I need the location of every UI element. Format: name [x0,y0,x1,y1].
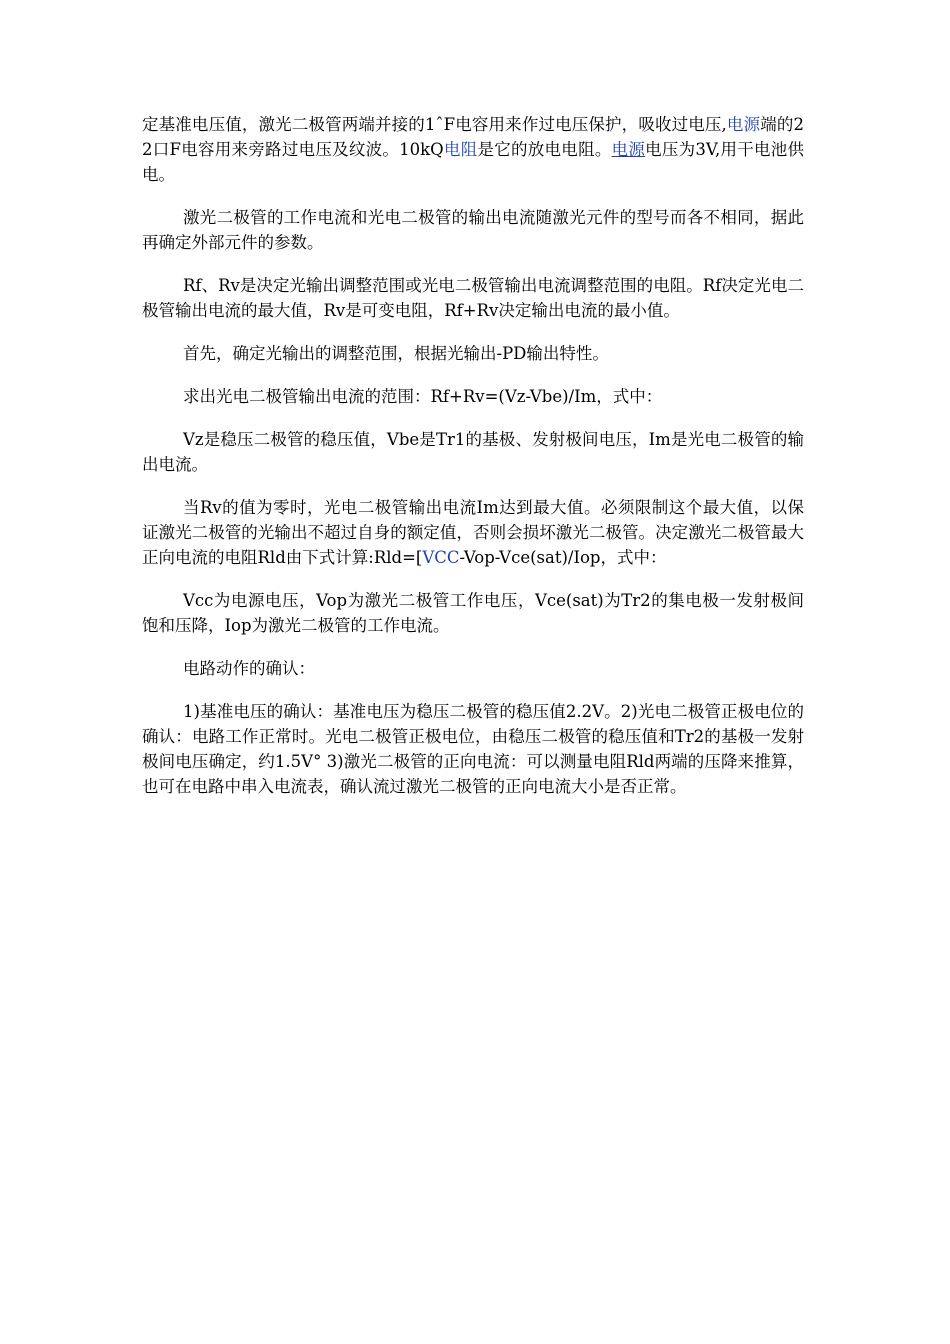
link-power-supply[interactable]: 电源 [726,115,761,134]
paragraph-5: 求出光电二极管输出电流的范围：Rf+Rv=(Vz-Vbe)/Im，式中： [183,387,663,406]
paragraph-2: 激光二极管的工作电流和光电二极管的输出电流随激光元件的型号而各不相同，据此再确定外部元件的参数。 [142,208,804,252]
paragraph-7 [142,495,804,570]
paragraph-4: 首先，确定光输出的调整范围，根据光输出-PD输出特性。 [183,344,609,363]
paragraph-3: Rf、Rv是决定光输出调整范围或光电二极管输出电流调整范围的电阻。Rf决定光电二极管输出电流的最大值，Rv是可变电阻，Rf+Rv决定输出电流的最小值。 [142,276,804,320]
paragraph-1-text-b: 端的22口F电容用来旁路过电压及纹波。10kQ [142,115,805,159]
link-vcc[interactable]: VCC [422,548,460,567]
link-power-supply-2[interactable]: 电源 [611,140,646,159]
paragraph-1-text-c: 是它的放电电阻。 [477,140,612,159]
paragraph-8: Vcc为电源电压，Vop为激光二极管工作电压，Vce(sat)为Tr2的集电极一发射极间饱和压降，Iop为激光二极管的工作电流。 [142,591,804,635]
paragraph-1-text-d: 电压为3V,用干电池供电。 [142,140,805,184]
paragraph-7-text-a: 当Rv的值为零时，光电二极管输出电流Im达到最大值。必须限制这个最大值，以保证激光二极管的光输出不超过自身的额定值，否则会损坏激光二极管。决定激光二极管最大正向电流的电阻Rld由下式计算:Rld=[ [142,498,804,567]
paragraph-1-text-a: 定基准电压值，激光二极管两端并接的1ˆF电容用来作过电压保护，吸收过电压, [142,115,727,134]
paragraph-7-text-b: -Vop-Vce(sat)/Iop，式中： [459,548,667,567]
paragraph-6: Vz是稳压二极管的稳压值，Vbe是Tr1的基极、发射极间电压，Im是光电二极管的输出电流。 [142,430,804,474]
link-resistor[interactable]: 电阻 [443,140,478,159]
paragraph-1 [142,112,804,187]
paragraph-9: 电路动作的确认： [183,659,315,678]
paragraph-10: 1)基准电压的确认：基准电压为稳压二极管的稳压值2.2V。2)光电二极管正极电位的确认：电路工作正常时。光电二极管正极电位，由稳压二极管的稳压值和Tr2的基极一发射极间电压确定，约1.5V° 3)激光二极管的正向电流：可以测量电阻Rld两端的压降来推算，也可在电路中串入电流表，确认流过激光二极管的正向电流大小是否正常。 [142,702,804,796]
document-page [142,112,804,817]
